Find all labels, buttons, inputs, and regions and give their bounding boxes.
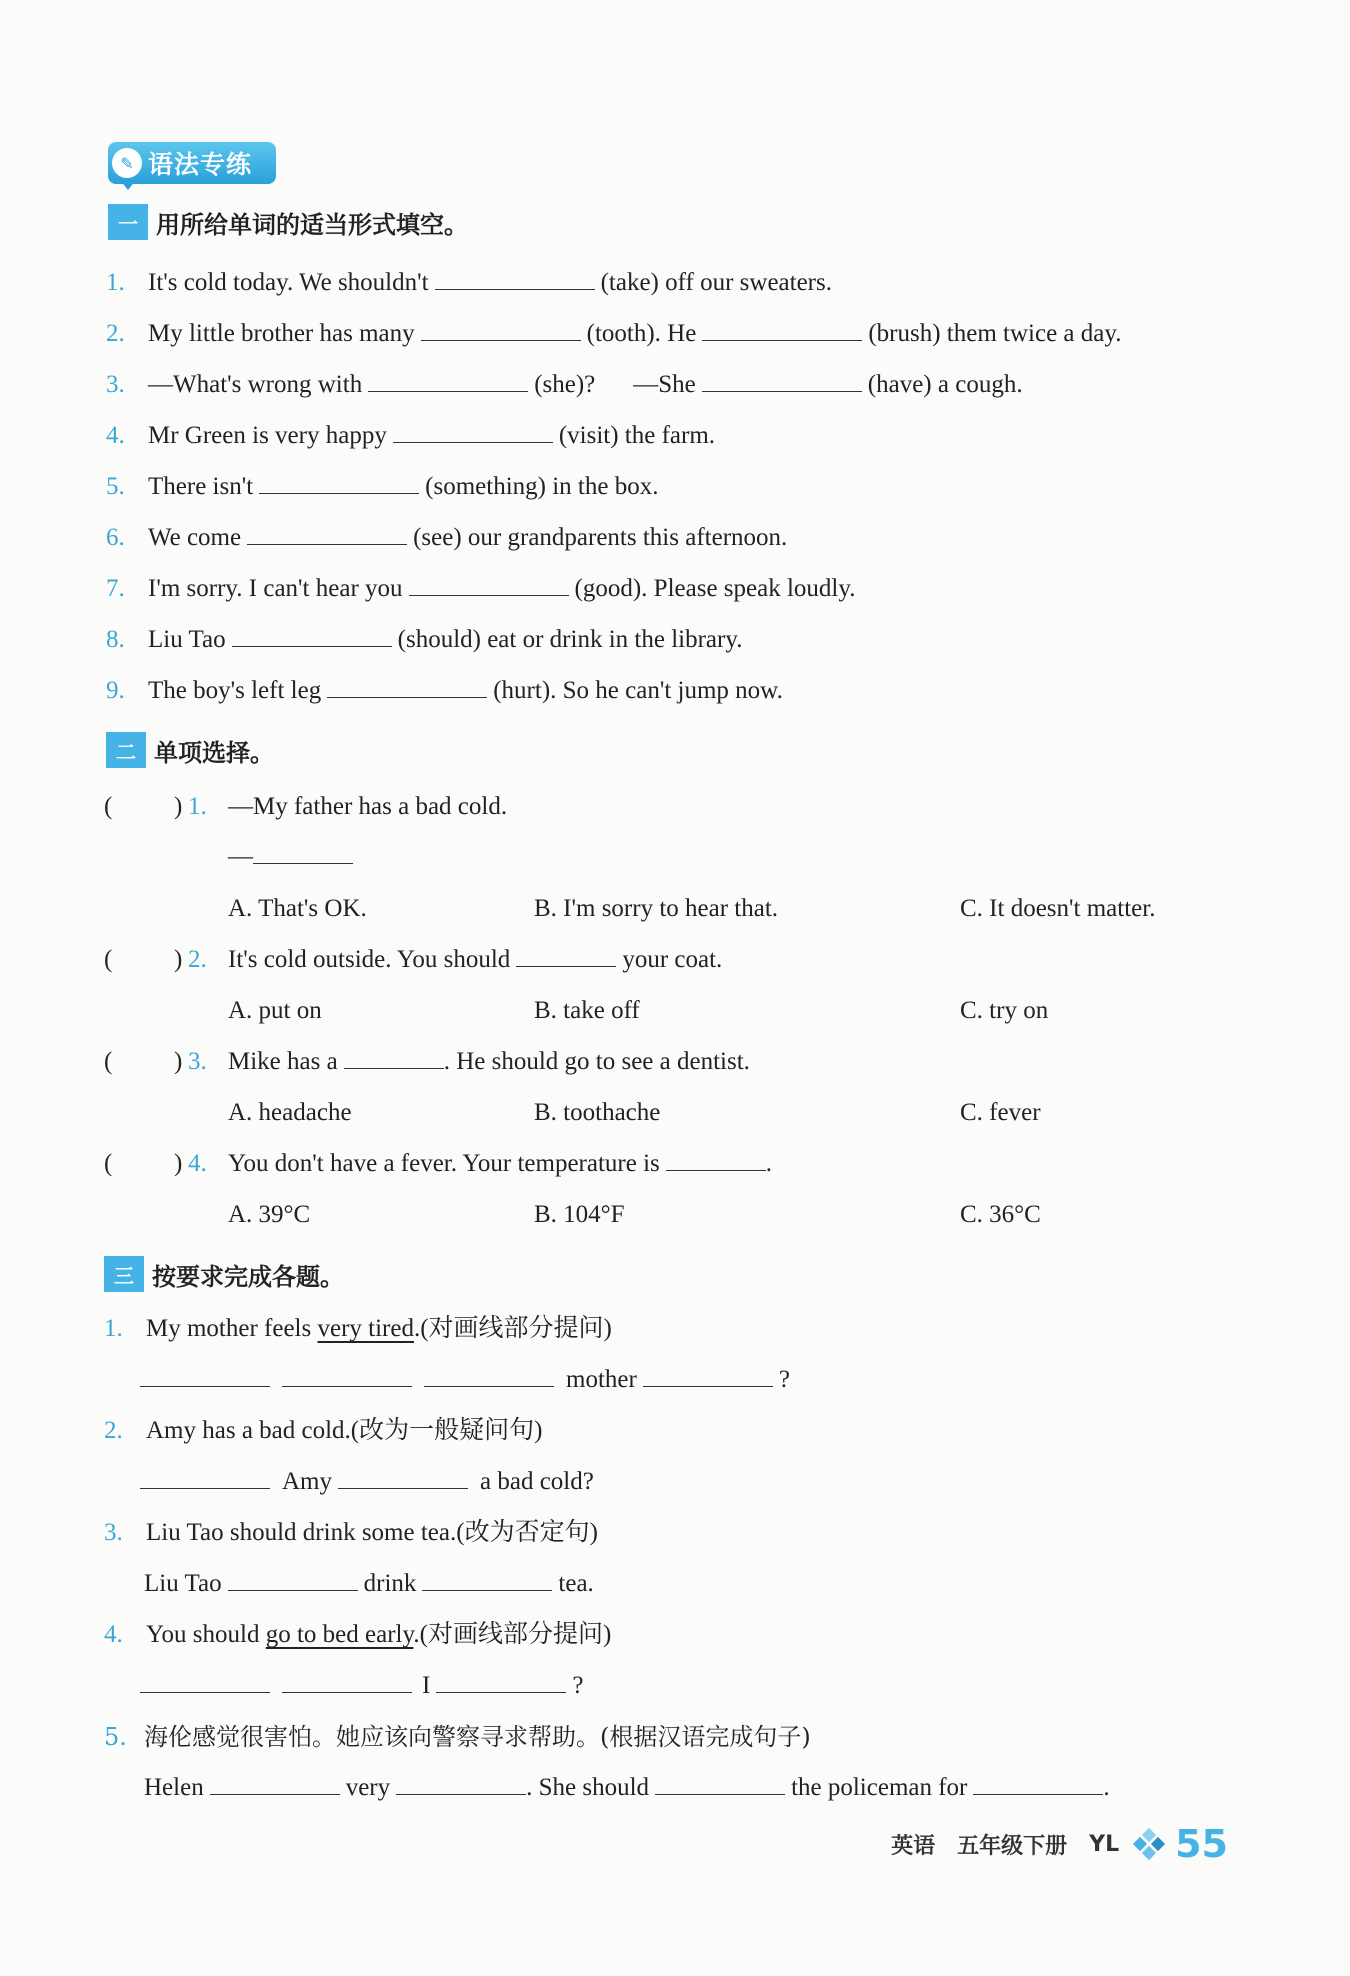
answer-blank[interactable] bbox=[702, 369, 862, 392]
s2-item-1: 1. —My father has a bad cold. bbox=[188, 793, 508, 820]
answer-blank[interactable] bbox=[228, 1568, 358, 1591]
section-2-marker: 二 bbox=[106, 732, 146, 768]
answer-blank[interactable] bbox=[327, 675, 487, 698]
s2-item-2: 2. It's cold outside. You should your coat. bbox=[188, 946, 723, 973]
s1-item-8: 8. Liu Tao (should) eat or drink in the library. bbox=[106, 626, 743, 653]
s2-item-3: 3. Mike has a . He should go to see a dentist. bbox=[188, 1048, 750, 1075]
answer-blank[interactable] bbox=[436, 1670, 566, 1693]
answer-paren-close: ) bbox=[174, 793, 183, 820]
s2-item-4: 4. You don't have a fever. Your temperature is . bbox=[188, 1150, 773, 1177]
page-number: 55 bbox=[1175, 1822, 1228, 1866]
s2-item-2-option-b: B. take off bbox=[534, 997, 640, 1024]
answer-paren-open: ( bbox=[104, 1150, 113, 1177]
answer-blank[interactable] bbox=[516, 944, 616, 967]
footer-subject: 英语 bbox=[891, 1833, 936, 1859]
s3-item-2: 2. Amy has a bad cold.(改为一般疑问句) bbox=[104, 1417, 543, 1444]
s2-item-3-option-a: A. headache bbox=[228, 1099, 352, 1126]
s1-item-7: 7. I'm sorry. I can't hear you (good). Please speak loudly. bbox=[106, 575, 856, 602]
speech-bubble-icon: ✎ bbox=[112, 148, 142, 178]
section-3-title: 按要求完成各题。 bbox=[152, 1262, 344, 1291]
answer-blank[interactable] bbox=[393, 420, 553, 443]
answer-blank[interactable] bbox=[424, 1364, 554, 1387]
s3-item-1-answer: mother ? bbox=[140, 1363, 790, 1397]
diamond-logo-icon bbox=[1135, 1830, 1163, 1858]
answer-paren-open: ( bbox=[104, 793, 113, 820]
footer-grade: 五年级下册 bbox=[957, 1833, 1068, 1859]
section-3-header bbox=[104, 1256, 344, 1292]
s2-item-4-option-c: C. 36°C bbox=[960, 1201, 1041, 1228]
s3-item-3-answer: Liu Tao drink tea. bbox=[144, 1570, 594, 1597]
s2-item-4-option-b: B. 104°F bbox=[534, 1201, 625, 1228]
s2-item-1-option-c: C. It doesn't matter. bbox=[960, 895, 1156, 922]
answer-blank[interactable] bbox=[368, 369, 528, 392]
s3-item-5: 5. 海伦感觉很害怕。她应该向警察寻求帮助。(根据汉语完成句子) bbox=[104, 1723, 811, 1751]
section-3-marker: 三 bbox=[104, 1256, 144, 1292]
s3-item-4: 4. You should go to bed early.(对画线部分提问) bbox=[104, 1621, 612, 1648]
s1-item-3: 3. —What's wrong with (she)? —She (have) a cough. bbox=[106, 371, 1023, 398]
answer-blank[interactable] bbox=[232, 624, 392, 647]
s3-item-5-answer: Helen very . She should the policeman for . bbox=[144, 1774, 1110, 1801]
answer-blank[interactable] bbox=[655, 1772, 785, 1795]
s1-item-6: 6. We come (see) our grandparents this afternoon. bbox=[106, 524, 788, 551]
s2-item-2-option-a: A. put on bbox=[228, 997, 322, 1024]
answer-slot[interactable] bbox=[122, 945, 170, 975]
section-1-header bbox=[108, 204, 468, 240]
s2-item-1-option-b: B. I'm sorry to hear that. bbox=[534, 895, 779, 922]
answer-blank[interactable] bbox=[140, 1364, 270, 1387]
underlined-phrase: very tired bbox=[317, 1315, 414, 1342]
answer-blank[interactable] bbox=[338, 1466, 468, 1489]
answer-paren-close: ) bbox=[174, 1150, 183, 1177]
s3-item-3: 3. Liu Tao should drink some tea.(改为否定句) bbox=[104, 1519, 598, 1546]
s3-item-4-answer: I ? bbox=[140, 1669, 583, 1703]
s2-item-2-option-c: C. try on bbox=[960, 997, 1049, 1024]
footer-edition: YL bbox=[1089, 1831, 1120, 1857]
answer-paren-open: ( bbox=[104, 1048, 113, 1075]
answer-blank[interactable] bbox=[140, 1466, 270, 1489]
s3-item-1: 1. My mother feels very tired.(对画线部分提问) bbox=[104, 1315, 612, 1342]
answer-paren-close: ) bbox=[174, 1048, 183, 1075]
answer-blank[interactable] bbox=[643, 1364, 773, 1387]
underlined-phrase: go to bed early bbox=[265, 1621, 414, 1648]
answer-blank[interactable] bbox=[666, 1148, 766, 1171]
answer-blank[interactable] bbox=[210, 1772, 340, 1795]
answer-blank[interactable] bbox=[396, 1772, 526, 1795]
answer-blank[interactable] bbox=[282, 1670, 412, 1693]
s2-item-1-option-a: A. That's OK. bbox=[228, 895, 367, 922]
answer-blank[interactable] bbox=[973, 1772, 1103, 1795]
answer-paren-close: ) bbox=[174, 946, 183, 973]
answer-slot[interactable] bbox=[122, 1149, 170, 1179]
answer-blank[interactable] bbox=[421, 318, 581, 341]
answer-blank[interactable] bbox=[253, 841, 353, 864]
s3-item-2-answer: Amy a bad cold? bbox=[140, 1465, 594, 1499]
section-2-header bbox=[106, 732, 274, 768]
answer-blank[interactable] bbox=[422, 1568, 552, 1591]
section-1-marker: 一 bbox=[108, 204, 148, 240]
section-1-title: 用所给单词的适当形式填空。 bbox=[156, 210, 468, 239]
answer-paren-open: ( bbox=[104, 946, 113, 973]
answer-blank[interactable] bbox=[140, 1670, 270, 1693]
s2-item-4-option-a: A. 39°C bbox=[228, 1201, 311, 1228]
page-footer bbox=[891, 1822, 1228, 1866]
answer-blank[interactable] bbox=[409, 573, 569, 596]
answer-slot[interactable] bbox=[122, 792, 170, 822]
s1-item-4: 4. Mr Green is very happy (visit) the farm. bbox=[106, 422, 716, 449]
banner-title: 语法专练 bbox=[148, 150, 253, 179]
answer-slot[interactable] bbox=[122, 1047, 170, 1077]
answer-blank[interactable] bbox=[247, 522, 407, 545]
answer-blank[interactable] bbox=[435, 267, 595, 290]
answer-blank[interactable] bbox=[702, 318, 862, 341]
banner-tail-decoration bbox=[120, 180, 136, 190]
answer-blank[interactable] bbox=[259, 471, 419, 494]
s1-item-5: 5. There isn't (something) in the box. bbox=[106, 473, 659, 500]
s2-item-1-response: — bbox=[228, 840, 359, 874]
answer-blank[interactable] bbox=[282, 1364, 412, 1387]
s2-item-3-option-c: C. fever bbox=[960, 1099, 1041, 1126]
section-2-title: 单项选择。 bbox=[154, 738, 274, 767]
s1-item-1: 1. It's cold today. We shouldn't (take) off our sweaters. bbox=[106, 269, 832, 296]
s1-item-9: 9. The boy's left leg (hurt). So he can't jump now. bbox=[106, 677, 783, 704]
answer-blank[interactable] bbox=[344, 1046, 444, 1069]
s2-item-3-option-b: B. toothache bbox=[534, 1099, 661, 1126]
s1-item-2: 2. My little brother has many (tooth). He (brush) them twice a day. bbox=[106, 320, 1122, 347]
